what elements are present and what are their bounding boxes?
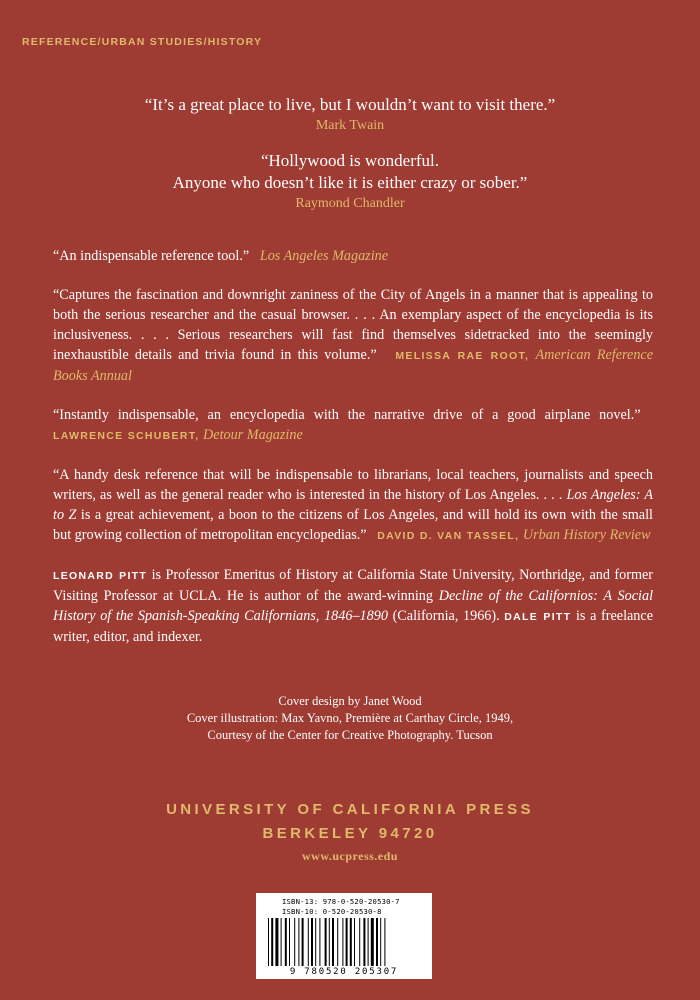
review-blurbs <box>53 246 653 666</box>
barcode-bar <box>268 918 269 966</box>
barcode-bar <box>380 918 381 966</box>
isbn-10: ISBN-10: 0-520-20530-8 <box>282 907 382 916</box>
blurb-quote: “Instantly indispensable, an encyclopedia with the narrative drive of a good airplane novel.” <box>53 407 641 423</box>
blurb-publication: Detour Magazine <box>203 427 303 443</box>
blurb-la-magazine <box>53 246 653 266</box>
blurb-quote-title: Los Angeles: A to Z <box>53 487 654 523</box>
bio-book-title: Decline of the Californios: A Social History of the Spanish-Speaking Californians, 1846–1890 <box>53 588 654 624</box>
bio-name-dale: DALE PITT <box>504 611 572 623</box>
barcode-bar <box>384 918 385 966</box>
cover-credits <box>0 693 700 744</box>
publisher-url: www.ucpress.edu <box>302 849 398 863</box>
barcode-bar <box>308 918 309 966</box>
barcode-bar <box>337 918 338 966</box>
barcode-bar <box>346 918 348 966</box>
barcode-bar <box>298 918 299 966</box>
barcode-bar <box>354 918 355 966</box>
bio-text: is Professor Emeritus of History at California State University, Northridge, and former Visiting Professor at UCLA. He is author of the award-winning <box>53 567 654 604</box>
bio-name-leonard: LEONARD PITT <box>53 570 148 582</box>
credit-line: Courtesy of the Center for Creative Photography. Tucson <box>207 728 493 742</box>
barcode-bar <box>376 918 378 966</box>
author-bio <box>53 565 653 647</box>
isbn-barcode <box>256 893 432 979</box>
blurb-publication: American Reference Books Annual <box>53 347 654 384</box>
barcode-number: 9 780520 205307 <box>289 967 399 977</box>
credit-line: Cover design by Janet Wood <box>278 694 422 708</box>
barcode-bar <box>359 918 360 966</box>
category-label: REFERENCE/URBAN STUDIES/HISTORY <box>22 36 263 48</box>
bio-text: (California, 1966). <box>392 608 500 624</box>
barcode-bar <box>350 918 352 966</box>
epigraph-quote-line-2: Anyone who doesn’t like it is either crazy or sober.” <box>172 173 528 192</box>
barcode-bar <box>271 918 273 966</box>
barcode-bar <box>311 918 313 966</box>
barcode-bar <box>294 918 295 966</box>
barcode-bar <box>302 918 304 966</box>
barcode-bars <box>256 918 432 966</box>
blurb-reviewer: MELISSA RAE ROOT, <box>395 350 530 362</box>
barcode-bar <box>285 918 287 966</box>
blurb-urban-history <box>53 465 653 546</box>
blurb-publication: Los Angeles Magazine <box>259 248 389 264</box>
publisher-block <box>0 798 700 866</box>
barcode-bar <box>368 918 369 966</box>
barcode-bar <box>329 918 330 966</box>
blurb-reviewer: LAWRENCE SCHUBERT, <box>53 430 200 442</box>
barcode-bar <box>363 918 365 966</box>
epigraph-author: Raymond Chandler <box>295 196 405 211</box>
epigraph-twain <box>0 94 700 136</box>
barcode-bar <box>315 918 316 966</box>
blurb-quote-b: is a great achievement, a boon to the citizens of Los Angeles, and will hold its own with the small but growing collection of metropolitan encyclopedias.” <box>53 507 653 543</box>
barcode-bar <box>325 918 327 966</box>
blurb-detour <box>53 405 653 446</box>
bio-text: is a freelance writer, editor, and indexer. <box>53 608 653 645</box>
epigraph-quote: “It’s a great place to live, but I wouldn’t want to visit there.” <box>144 95 556 114</box>
credit-line: Cover illustration: Max Yavno, Première at Carthay Circle, 1949, <box>186 711 514 725</box>
publisher-city: BERKELEY 94720 <box>262 825 438 842</box>
blurb-quote: “An indispensable reference tool.” <box>53 248 250 264</box>
epigraph-quote-line-1: “Hollywood is wonderful. <box>260 151 439 170</box>
blurb-quote-a: “A handy desk reference that will be indispensable to librarians, local teachers, journalists and speech writers, as well as the general reader who is interested in the history of Los Angeles. . . . <box>53 467 653 503</box>
epigraphs <box>0 94 700 214</box>
barcode-bar <box>371 918 374 966</box>
isbn-13: ISBN-13: 978-0-520-20530-7 <box>282 897 400 906</box>
epigraph-chandler <box>0 150 700 214</box>
barcode-bar <box>281 918 282 966</box>
blurb-arba <box>53 285 653 386</box>
barcode-bar <box>275 918 278 966</box>
epigraph-author: Mark Twain <box>315 118 385 133</box>
blurb-publication: Urban History Review <box>522 527 651 543</box>
barcode-bar <box>289 918 290 966</box>
barcode-bar <box>332 918 334 966</box>
publisher-name: UNIVERSITY OF CALIFORNIA PRESS <box>166 801 534 818</box>
blurb-reviewer: DAVID D. VAN TASSEL, <box>377 530 520 542</box>
barcode-bar <box>342 918 343 966</box>
barcode-bar <box>319 918 320 966</box>
blurb-quote: “Captures the fascination and downright zaniness of the City of Angels in a manner that is appealing to both the serious researcher and the casual browser. . . . An exemplary aspect of the encyclopedia is its inclusiveness. . . . Serious researchers will fast find themselves sidetracked into the seemingly inexhaustible details and trivia found in this volume.” <box>53 287 653 363</box>
